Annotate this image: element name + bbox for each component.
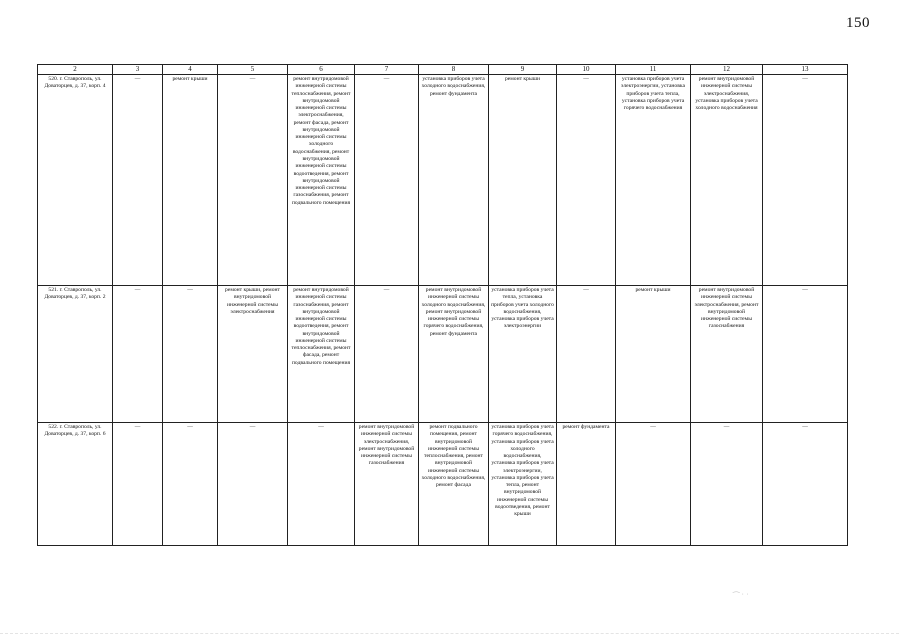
row-number: 521. <box>48 287 59 294</box>
column-number: 9 <box>489 65 557 75</box>
table-cell: — <box>763 423 848 546</box>
column-number: 12 <box>691 65 763 75</box>
table-cell: — <box>616 423 691 546</box>
table-cell: ремонт фундамента <box>557 423 616 546</box>
table-cell: — <box>218 423 288 546</box>
column-number: 11 <box>616 65 691 75</box>
row-number: 522. <box>48 424 59 431</box>
column-number: 5 <box>218 65 288 75</box>
table-cell: — <box>113 286 163 423</box>
table-row <box>38 423 848 546</box>
address-text: г. Ставрополь, ул. Доваторцев, д. 37, корп. 2 <box>44 287 106 301</box>
column-number: 10 <box>557 65 616 75</box>
table-cell: — <box>355 75 419 286</box>
table-cell: — <box>557 286 616 423</box>
table-cell: — <box>163 286 218 423</box>
register-table <box>37 64 848 546</box>
column-number: 3 <box>113 65 163 75</box>
column-number: 7 <box>355 65 419 75</box>
table-cell: — <box>355 286 419 423</box>
table-cell: — <box>763 286 848 423</box>
column-number: 4 <box>163 65 218 75</box>
table-cell: ремонт крыши <box>489 75 557 286</box>
table-cell: ремонт внутридомовой инженерной системы электроснабжения, установка приборов учета холодного водоснабжения <box>691 75 763 286</box>
table-row <box>38 286 848 423</box>
row-number: 520. <box>48 76 59 83</box>
address-cell <box>38 423 113 546</box>
table-row <box>38 75 848 286</box>
table-cell: установка приборов учета электроэнергии, установка приборов учета тепла, установка приборов учета горячего водоснабжения <box>616 75 691 286</box>
page-number: 150 <box>846 15 870 31</box>
table-cell: ремонт крыши <box>163 75 218 286</box>
address-cell <box>38 75 113 286</box>
table-cell: установка приборов учета холодного водоснабжения, ремонт фундамента <box>419 75 489 286</box>
table-cell: — <box>113 423 163 546</box>
address-cell <box>38 286 113 423</box>
table-cell: — <box>691 423 763 546</box>
table-cell: — <box>218 75 288 286</box>
column-number: 2 <box>38 65 113 75</box>
table-cell: ремонт внутридомовой инженерной системы электроснабжения, ремонт внутридомовой инженерной системы газоснабжения <box>691 286 763 423</box>
table-cell: ремонт внутридомовой инженерной системы теплоснабжения, ремонт внутридомовой инженерной системы электроснабжения, ремонт фасада, ремонт внутридомовой инженерной системы холодного водоснабжения, ремонт внутридомовой инженерной системы водоотведения, ремонт внутридомовой инженерной системы газоснабжения, ремонт подвального помещения <box>288 75 355 286</box>
table-cell: — <box>288 423 355 546</box>
table-cell: установка приборов учета тепла, установка приборов учета холодного водоснабжения, установка приборов учета электроэнергии <box>489 286 557 423</box>
table-cell: — <box>113 75 163 286</box>
table-cell: ремонт крыши, ремонт внутридомовой инженерной системы электроснабжения <box>218 286 288 423</box>
table-cell: — <box>163 423 218 546</box>
scan-edge-line <box>0 633 899 634</box>
column-number: 8 <box>419 65 489 75</box>
column-number-row <box>38 65 848 75</box>
table-cell: — <box>763 75 848 286</box>
column-number: 6 <box>288 65 355 75</box>
scan-mark: ⁀ ˙ ˙ <box>733 592 749 601</box>
table-cell: ремонт внутридомовой инженерной системы электроснабжения, ремонт внутридомовой инженерной системы газоснабжения <box>355 423 419 546</box>
table-cell: ремонт внутридомовой инженерной системы холодного водоснабжения, ремонт внутридомовой инженерной системы горячего водоснабжения, ремонт фундамента <box>419 286 489 423</box>
address-text: г. Ставрополь, ул. Доваторцев, д. 37, корп. 6 <box>44 424 106 438</box>
table-cell: установка приборов учета горячего водоснабжения, установка приборов учета холодного водоснабжения, установка приборов учета электроэнергии, установка приборов учета тепла, ремонт внутридомовой инженерной системы водоотведения, ремонт крыши <box>489 423 557 546</box>
table-cell: ремонт внутридомовой инженерной системы газоснабжения, ремонт внутридомовой инженерной системы водоотведения, ремонт внутридомовой инженерной системы теплоснабжения, ремонт фасада, ремонт подвального помещения <box>288 286 355 423</box>
column-number: 13 <box>763 65 848 75</box>
address-text: г. Ставрополь, ул. Доваторцев, д. 37, корп. 4 <box>44 76 106 90</box>
table-cell: ремонт подвального помещения, ремонт внутридомовой инженерной системы теплоснабжения, ремонт внутридомовой инженерной системы холодного водоснабжения, ремонт фасада <box>419 423 489 546</box>
table-cell: — <box>557 75 616 286</box>
table-cell: ремонт крыши <box>616 286 691 423</box>
